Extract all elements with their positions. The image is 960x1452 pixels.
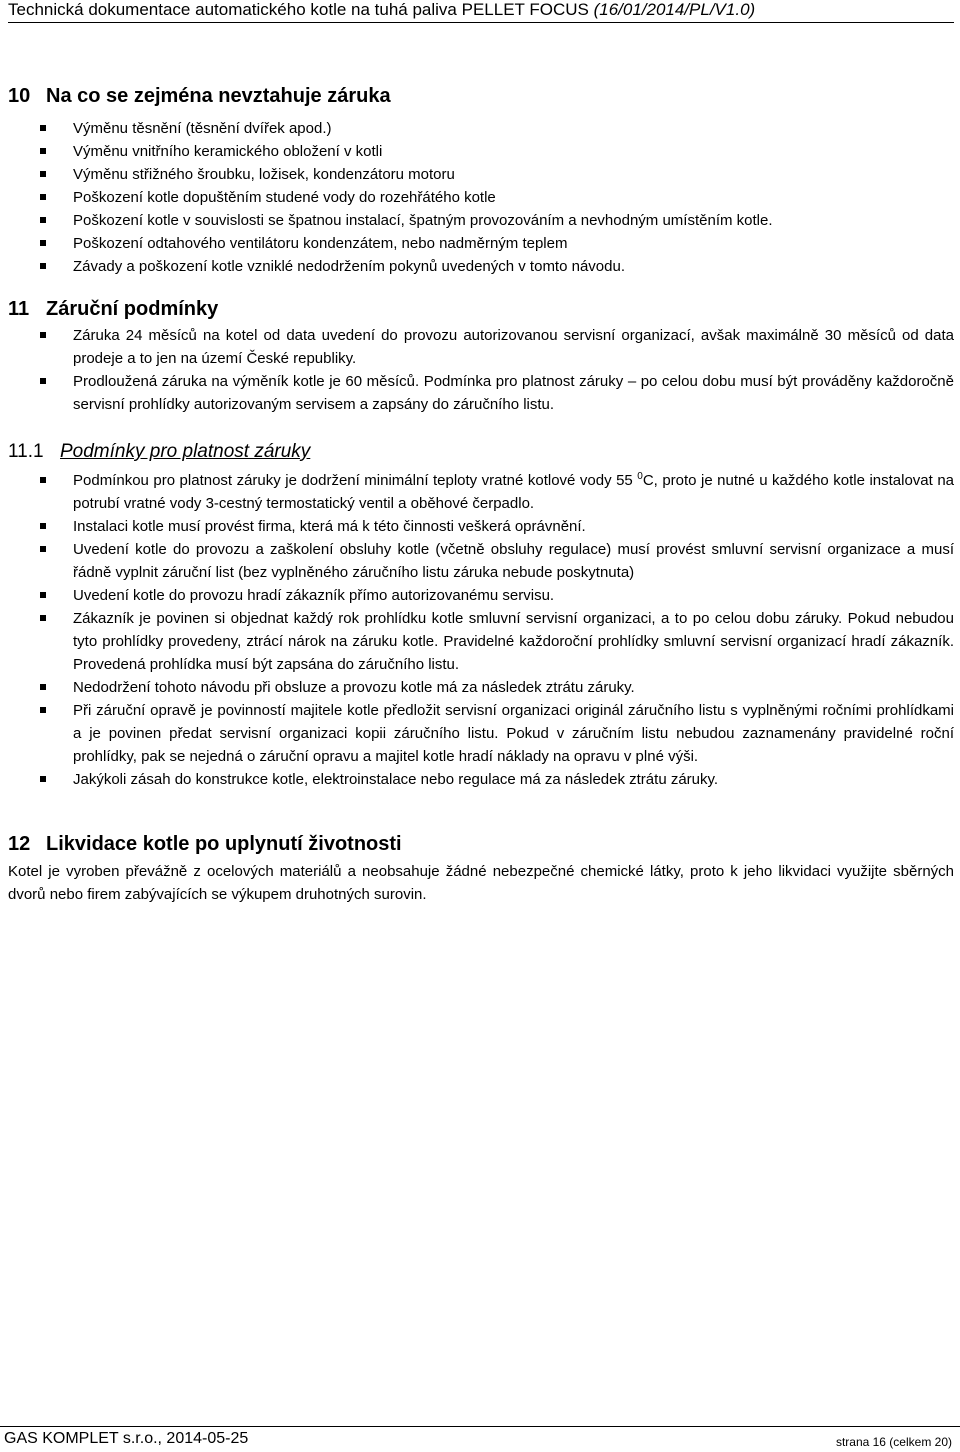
section-11-heading	[8, 297, 218, 321]
list-item: Instalaci kotle musí provést firma, která má k této činnosti veškerá oprávnění.	[0, 515, 954, 538]
item-text-end: C, proto je nutné u každého kotle instalovat na potrubí vratné vody 3-cestný termostatický ventil a oběhové čerpadlo.	[73, 472, 954, 512]
section-title: Podmínky pro platnost záruky	[60, 441, 311, 462]
list-item: Při záruční opravě je povinností majitele kotle předložit servisní organizaci originál záručního listu s vyplněnými ročními prohlídkami a je povinen předat servisní organizaci kopii záručního listu. Pokud v záručním listu nebudou zaznamenány pravidelné roční prohlídky, pak se nejedná o záruční opravu a majitel kotle hradí náklady na opravu v plné výši.	[0, 699, 954, 768]
section-number: 11	[8, 298, 30, 320]
list-item: Výměnu vnitřního keramického obložení v kotli	[0, 140, 960, 163]
section-number: 10	[8, 85, 31, 107]
section-title: Záruční podmínky	[46, 298, 219, 320]
section-number: 12	[8, 833, 31, 855]
page-number: strana 16 (celkem 20)	[835, 1435, 952, 1449]
page-footer	[0, 1426, 960, 1452]
list-item: Nedodržení tohoto návodu při obsluze a provozu kotle má za následek ztrátu záruky.	[0, 676, 954, 699]
list-item: Poškození kotle v souvislosti se špatnou instalací, špatným provozováním a nevhodným umístěním kotle.	[0, 209, 960, 232]
footer-company: GAS KOMPLET s.r.o., 2014-05-25	[4, 1430, 249, 1447]
header-title-text: Technická dokumentace automatického kotle na tuhá paliva PELLET FOCUS	[8, 0, 589, 19]
list-item: Výměnu střižného šroubku, ložisek, kondenzátoru motoru	[0, 163, 960, 186]
list-item: Výměnu těsnění (těsnění dvířek apod.)	[0, 117, 960, 140]
list-item: Zákazník je povinen si objednat každý rok prohlídku kotle smluvní servisní organizaci, a to po celou dobu záruky. Pokud nebudou tyto prohlídky provedeny, ztrácí nárok na záruku kotle. Pravidelné každoroční prohlídky smluvní servisní organizací hradí zákazník. Provedená prohlídka musí být zapsána do záručního listu.	[0, 607, 954, 676]
section-10-heading	[8, 84, 391, 108]
section-11-1-heading	[8, 440, 310, 464]
section-12-paragraph: Kotel je vyroben převážně z ocelových materiálů a neobsahuje žádné nebezpečné chemické látky, proto k jeho likvidaci využijte sběrných dvorů nebo firem zabývajících se výkupem druhotných surovin.	[8, 863, 954, 903]
section-title: Likvidace kotle po uplynutí životnosti	[46, 833, 402, 855]
degree-superscript: 0	[637, 471, 643, 482]
list-item: Prodloužená záruka na výměník kotle je 60 měsíců. Podmínka pro platnost záruky – po celou dobu musí být prováděny každoročně servisní prohlídky autorizovaným servisem a zapsány do záručního listu.	[0, 370, 954, 416]
list-item: Závady a poškození kotle vzniklé nedodržením pokynů uvedených v tomto návodu.	[0, 255, 960, 278]
list-item: Uvedení kotle do provozu hradí zákazník přímo autorizovanému servisu.	[0, 584, 954, 607]
section-12-heading	[8, 832, 402, 856]
section-number: 11.1	[8, 441, 44, 462]
header-version: (16/01/2014/PL/V1.0)	[593, 0, 756, 19]
section-title: Na co se zejména nevztahuje záruka	[46, 85, 391, 107]
page-header	[8, 0, 954, 23]
list-item: Jakýkoli zásah do konstrukce kotle, elektroinstalace nebo regulace má za následek ztrátu záruky.	[0, 768, 954, 791]
item-text-start: Podmínkou pro platnost záruky je dodržení minimální teploty vratné kotlové vody 55	[73, 472, 638, 489]
list-item: Poškození odtahového ventilátoru kondenzátem, nebo nadměrným teplem	[0, 232, 960, 255]
section-11-list	[0, 324, 954, 416]
list-item: Záruka 24 měsíců na kotel od data uvedení do provozu autorizovanou servisní organizací, avšak maximálně 30 měsíců od data prodeje a to jen na území České republiky.	[0, 324, 954, 370]
section-11-1-list	[0, 469, 954, 791]
list-item: Poškození kotle dopuštěním studené vody do rozehřátého kotle	[0, 186, 960, 209]
list-item: Uvedení kotle do provozu a zaškolení obsluhy kotle (včetně obsluhy regulace) musí provést smluvní servisní organizace a musí řádně vyplnit záruční list (bez vyplněného záručního listu záruka nebude poskytnuta)	[0, 538, 954, 584]
document-title	[8, 0, 755, 20]
section-10-list	[0, 117, 960, 278]
list-item	[0, 469, 954, 515]
